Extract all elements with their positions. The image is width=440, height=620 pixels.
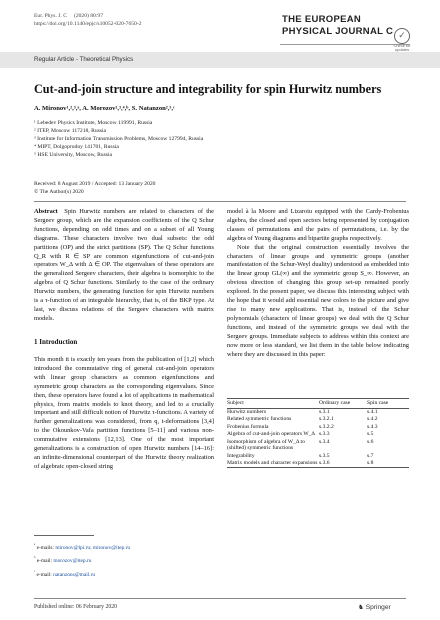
affiliations (34, 119, 203, 159)
table-row (227, 438, 409, 452)
dates (34, 180, 155, 196)
journal-ref: Eur. Phys. J. C (2020) 80:97 (34, 13, 104, 19)
table-cell[interactable]: s.4.1 (367, 409, 378, 416)
table-cell[interactable]: s.4.2 (367, 416, 378, 423)
affiliation-item: ¹ Lebedev Physics Institute, Moscow 119991, Russia (34, 120, 153, 126)
table-cell[interactable]: s.3.1 (319, 409, 330, 416)
table-row (227, 424, 409, 431)
table-cell[interactable]: s.4.3 (367, 423, 378, 430)
table-cell[interactable]: s.3.5 (319, 452, 330, 459)
publisher-logo (358, 603, 391, 611)
table-cell[interactable]: s.6 (367, 438, 374, 445)
intro-paragraph: This month it is exactly ten years from the publication of [1,2] which introduced the commutative ring of general cut-and-join operators with linear group characters as common eigenfunctions and symmetric group characters as the corresponding eigenvalues. Since then, these operators have found a lot of applications in mathematical physics, from matrix models to knot theory, and led to a crucially important and still difficult notion of Hurwitz τ-functions. A variety of further generalizations was considered, from q, t-deformations [3,4] to the Okounkov-Vafa partition functions [5–11] and various non-commutative extensions [12,13]. One of the most important generalizations is a construction of open Hurwitz numbers [14–16]: an infinite-dimensional counterpart of the Hurwitz theory realization of algebraic open-closed string (34, 356, 214, 470)
table-row (227, 453, 409, 460)
journal-title-line2: PHYSICAL JOURNAL C (282, 26, 394, 37)
table-row (227, 416, 409, 423)
affiliation-item: ⁵ HSE University, Moscow, Russia (34, 152, 112, 158)
table-header-row (227, 399, 409, 409)
email-link[interactable]: natanzons@mail.ru (53, 571, 96, 578)
footnote-divider (34, 535, 94, 536)
springer-horse-icon: ♞ (358, 604, 364, 611)
intro-left-column (34, 356, 214, 472)
abstract-label: Abstract (34, 208, 58, 215)
section-heading: 1 Introduction (34, 338, 78, 346)
table-cell: Related symmetric functions (227, 416, 292, 423)
table-cell: Frobenius formula (227, 423, 269, 430)
table-cell[interactable]: s.3.6 (319, 460, 367, 468)
check-icon: ✓ (394, 28, 410, 44)
table-header: Subject (227, 399, 319, 409)
table-cell[interactable]: s.7 (367, 452, 374, 459)
table-cell: Integrability (227, 452, 255, 459)
article-category: Regular Article - Theoretical Physics (34, 56, 134, 63)
copyright: © The Author(s) 2020 (34, 189, 84, 195)
table-cell[interactable]: s.3.4 (319, 438, 330, 445)
journal-meta (34, 12, 142, 28)
table-cell[interactable]: s.5 (367, 431, 374, 438)
doi-link[interactable]: https://doi.org/10.1140/epjc/s10052-020-7650-2 (34, 21, 142, 27)
table-header: Spin case (367, 399, 409, 409)
affiliation-item: ³ Institute for Information Transmission Problems, Moscow 127994, Russia (34, 136, 204, 142)
bottom-divider (34, 598, 406, 599)
table-row (227, 431, 409, 438)
right-paragraph-2: Note that the original construction essentially involves the characters of linear groups and symmetric groups (another manifestation of the Schur-Weyl duality) understood as embedded into the linear group GL(∞) and the symmetric group S_∞. However, an obvious direction of changing this group set-up remained poorly explored. In the present paper, we discuss this interesting subject with the hope that it would add essential new colors to the picture and give rise to many new applications. That is, instead of the Schur polynomials (characters of linear groups) we deal with the Q Schur functions, and instead of the symmetric groups we deal with the Sergeev groups. Immediate subjects to address within this context are now more or less standard, we list them in the table below indicating where they are discussed in this paper: (227, 243, 409, 358)
subject-table (227, 398, 409, 468)
received-accepted: Received: 8 August 2019 / Accepted: 13 January 2020 (34, 181, 156, 187)
table-cell: Algebra of cut-and-join operators W_Δ (227, 431, 315, 438)
footnotes (34, 540, 130, 580)
table-row (227, 460, 409, 468)
affiliation-item: ² ITEP, Moscow 117218, Russia (34, 128, 107, 134)
right-paragraph-1: model à la Moore and Lizaroiu equipped with the Cardy-Frobenius algebra, the closed and open sectors being represented by conjugation classes of permutations and the pairs of permutations, i.e. by the algebra of Young diagrams and bipartite graphs respectively. (227, 208, 409, 242)
table-cell: Hurwitz numbers (227, 409, 266, 416)
footnote-item: $^ᶜ$ e-mail: natanzons@mail.ru (34, 568, 96, 578)
table-header: Ordinary case (319, 399, 367, 409)
journal-title-line1: THE EUROPEAN (282, 14, 362, 25)
table-cell[interactable]: s.3.2.1 (319, 416, 334, 423)
footnote-item: $^ᵇ$ e-mail: morozov@itep.ru (34, 555, 92, 565)
email-link[interactable]: mironov@lpi.ru; mironov@itep.ru (55, 544, 131, 551)
publisher-name: Springer (365, 604, 391, 611)
right-column (227, 208, 409, 359)
footnote-item: $^ᵃ$ e-mails: mironov@lpi.ru; mironov@itep.ru (34, 542, 131, 551)
table-cell: Matrix models and character expansions (227, 460, 318, 467)
check-for-updates-label: Check for updates (393, 43, 411, 52)
journal-logo (280, 12, 410, 46)
paper-title: Cut-and-join structure and integrability for spin Hurwitz numbers (34, 82, 382, 96)
table-cell: Isomorphism of algebra of W_Δ to (shifted) symmetric functions (227, 438, 305, 452)
affiliation-item: ⁴ MIPT, Dolgoprudny 141701, Russia (34, 144, 119, 150)
table-cell[interactable]: s.8 (367, 460, 409, 468)
table-row (227, 408, 409, 416)
table-cell[interactable]: s.3.2.2 (319, 423, 334, 430)
divider (34, 201, 406, 202)
table-cell[interactable]: s.3.3 (319, 431, 330, 438)
check-for-updates-button[interactable] (392, 28, 412, 50)
author-list: A. Mironov¹,²,³,ᵃ, A. Morozov²,³,⁴,ᵇ, S. Natanzon²,⁵,ᶜ (34, 105, 175, 112)
abstract (34, 208, 214, 324)
published-date: Published online: 06 February 2020 (34, 604, 118, 610)
abstract-text: Spin Hurwitz numbers are related to characters of the Sergeev group, which are the expansion coefficients of the Q Schur functions, depending on odd times and on a subset of all Young diagrams. These characters involve two dual subsets: the odd partitions (OP) and the strict partitions (SP). The Q Schur functions Q_R with R ∈ SP are common eigenfunctions of cut-and-join operators W_Δ with Δ ∈ OP. The eigenvalues of these operators are the generalized Sergeev characters, their algebra is isomorphic to the algebra of Q Schur functions. Similarly to the case of the ordinary Hurwitz numbers, the generating function for spin Hurwitz numbers is a τ-function of an integrable hierarchy, that is, of the BKP type. At last, we discuss relations of the Sergeev characters with matrix models. (34, 208, 214, 322)
email-link[interactable]: morozov@itep.ru (53, 558, 92, 565)
